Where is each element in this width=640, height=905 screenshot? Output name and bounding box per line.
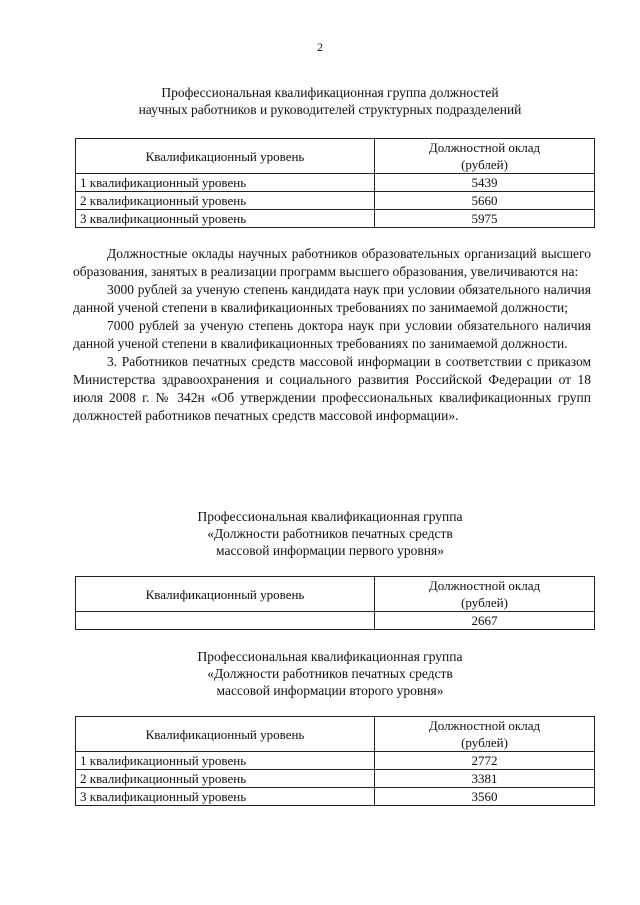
table-header-row: [76, 139, 595, 174]
section1-heading-line: научных работников и руководителей структурных подразделений: [138, 102, 522, 117]
body-text: [73, 245, 591, 425]
section2-heading-line: Профессиональная квалификационная группа: [197, 509, 463, 524]
section1-heading: [60, 84, 600, 118]
level-cell: 3 квалификационный уровень: [76, 210, 375, 228]
section2-salary-table: [75, 576, 595, 630]
level-cell: 2 квалификационный уровень: [76, 192, 375, 210]
salary-cell: 5439: [375, 174, 595, 192]
table-row: [76, 788, 595, 806]
section2-heading-line: массовой информации первого уровня»: [216, 543, 444, 558]
col-header-salary-line2: (рублей): [461, 595, 508, 610]
col-header-salary-line1: Должностной оклад: [428, 718, 541, 733]
salary-cell: 2772: [375, 752, 595, 770]
salary-cell: 2667: [375, 612, 595, 630]
section2-heading: [60, 508, 600, 559]
paragraph: 7000 рублей за ученую степень доктора наук при условии обязательного наличия данной ученой степени в квалификационных требованиях по занимаемой должности.: [73, 318, 591, 351]
page-number: 2: [317, 40, 323, 54]
section3-heading-line: Профессиональная квалификационная группа: [197, 649, 463, 664]
section1-salary-table: [75, 138, 595, 228]
section1-heading-line: Профессиональная квалификационная группа должностей: [161, 85, 499, 100]
table-row: [76, 612, 595, 630]
section3-salary-table: [75, 716, 595, 806]
level-cell: 1 квалификационный уровень: [76, 752, 375, 770]
col-header-salary: [375, 139, 595, 174]
salary-cell: 3560: [375, 788, 595, 806]
section3-heading-line: массовой информации второго уровня»: [216, 683, 444, 698]
table-row: [76, 752, 595, 770]
level-cell: 1 квалификационный уровень: [76, 174, 375, 192]
table-row: [76, 192, 595, 210]
table-row: [76, 770, 595, 788]
section3-heading: [60, 648, 600, 699]
table-header-row: [76, 577, 595, 612]
paragraph: 3. Работников печатных средств массовой информации в соответствии с приказом Министерства здравоохранения и социального развития Российской Федерации от 18 июля 2008 г. № 342н «Об утверждении профессиональных квалификационных групп должностей работников печатных средств массовой информации».: [73, 354, 591, 423]
col-header-level: Квалификационный уровень: [76, 139, 375, 174]
col-header-salary-line1: Должностной оклад: [428, 578, 541, 593]
paragraph: 3000 рублей за ученую степень кандидата наук при условии обязательного наличия данной ученой степени в квалификационных требованиях по занимаемой должности;: [73, 282, 591, 315]
paragraph: Должностные оклады научных работников образовательных организаций высшего образования, занятых в реализации программ высшего образования, увеличиваются на:: [73, 246, 591, 279]
level-cell: 3 квалификационный уровень: [76, 788, 375, 806]
col-header-salary: [375, 577, 595, 612]
col-header-salary-line2: (рублей): [461, 157, 508, 172]
section2-heading-line: «Должности работников печатных средств: [207, 526, 453, 541]
section3-heading-line: «Должности работников печатных средств: [207, 666, 453, 681]
salary-cell: 3381: [375, 770, 595, 788]
salary-cell: 5660: [375, 192, 595, 210]
col-header-salary-line1: Должностной оклад: [428, 140, 541, 155]
col-header-salary: [375, 717, 595, 752]
level-cell: [76, 612, 375, 630]
col-header-level: Квалификационный уровень: [76, 577, 375, 612]
level-cell: 2 квалификационный уровень: [76, 770, 375, 788]
table-header-row: [76, 717, 595, 752]
table-row: [76, 210, 595, 228]
table-row: [76, 174, 595, 192]
col-header-level: Квалификационный уровень: [76, 717, 375, 752]
col-header-salary-line2: (рублей): [461, 735, 508, 750]
salary-cell: 5975: [375, 210, 595, 228]
